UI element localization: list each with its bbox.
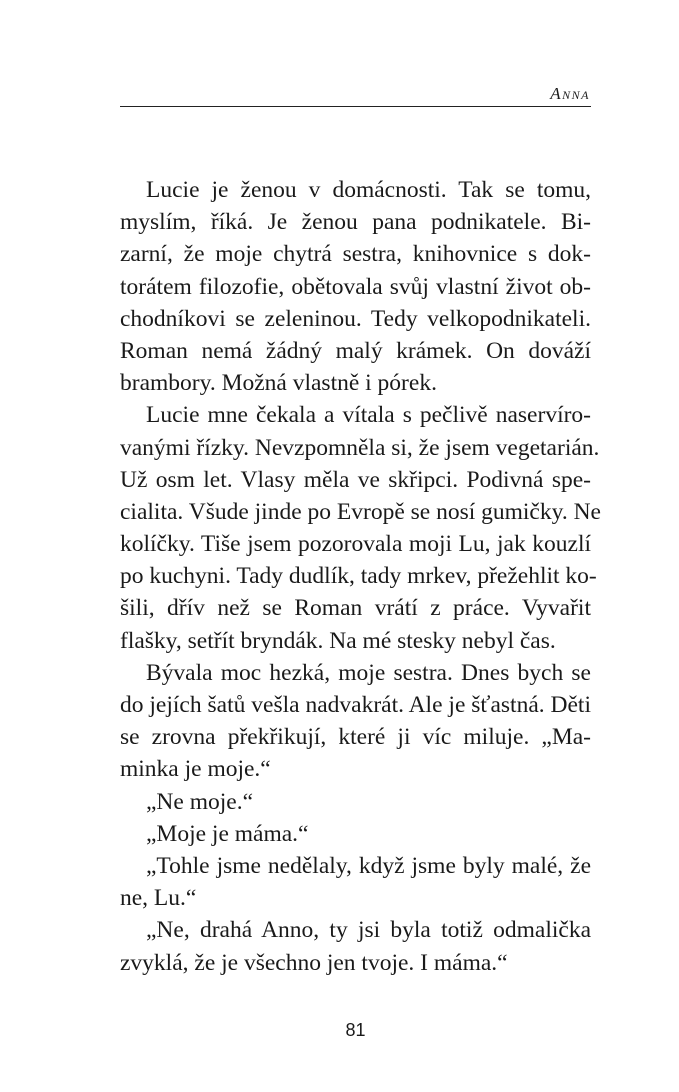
text-line: „Moje je máma.“: [146, 820, 309, 847]
text-line: chodníkovi se zeleninou. Tedy velkopodnikateli.: [120, 305, 591, 332]
text-line: „Ne, drahá Anno, ty jsi byla totiž odmalička: [146, 917, 591, 944]
text-line: minka je moje.“: [120, 756, 271, 783]
text-line: ne, Lu.“: [120, 885, 197, 912]
text-line: cialita. Všude jinde po Evropě se nosí gumičky. Ne: [120, 498, 601, 525]
text-line: zvyklá, že je všechno jen tvoje. I máma.“: [120, 949, 508, 976]
text-line: Lucie je ženou v domácnosti. Tak se tomu,: [146, 177, 591, 203]
text-line: do jejích šatů vešla nadvakrát. Ale je šťastná. Děti: [120, 692, 591, 718]
text-line: zarní, že moje chytrá sestra, knihovnice s dok-: [120, 241, 591, 268]
text-line: vanými řízky. Nevzpomněla si, že jsem vegetarián.: [120, 434, 600, 461]
text-line: myslím, říká. Je ženou pana podnikatele. Bi-: [120, 209, 591, 236]
text-line: „Ne moje.“: [146, 788, 254, 815]
text-line: Bývala moc hezká, moje sestra. Dnes bych se: [146, 659, 591, 686]
text-line: Lucie mne čekala a vítala s pečlivě naservíro-: [146, 402, 591, 429]
body-text: [120, 174, 601, 979]
text-line: brambory. Možná vlastně i pórek.: [120, 370, 437, 397]
text-line: po kuchyni. Tady dudlík, tady mrkev, přežehlit ko-: [120, 563, 597, 590]
text-line: „Tohle jsme nedělaly, když jsme byly malé, že: [146, 852, 591, 879]
text-line: Už osm let. Vlasy měla ve skřipci. Podivná spe-: [120, 466, 591, 493]
text-line: flašky, setřít bryndák. Na mé stesky nebyl čas.: [120, 627, 556, 654]
running-title: ANNA: [550, 84, 590, 103]
page-number: 81: [345, 1020, 366, 1040]
text-line: šili, dřív než se Roman vrátí z práce. Vyvařit: [120, 595, 591, 622]
text-line: Roman nemá žádný malý krámek. On dováží: [120, 337, 591, 364]
running-head: [120, 84, 590, 104]
text-line: torátem filozofie, obětovala svůj vlastní život ob-: [120, 273, 591, 300]
text-line: se zrovna překřikují, které ji víc miluje. „Ma-: [120, 724, 591, 751]
header-rule: [120, 106, 591, 107]
text-line: kolíčky. Tiše jsem pozorovala moji Lu, jak kouzlí: [120, 531, 591, 558]
